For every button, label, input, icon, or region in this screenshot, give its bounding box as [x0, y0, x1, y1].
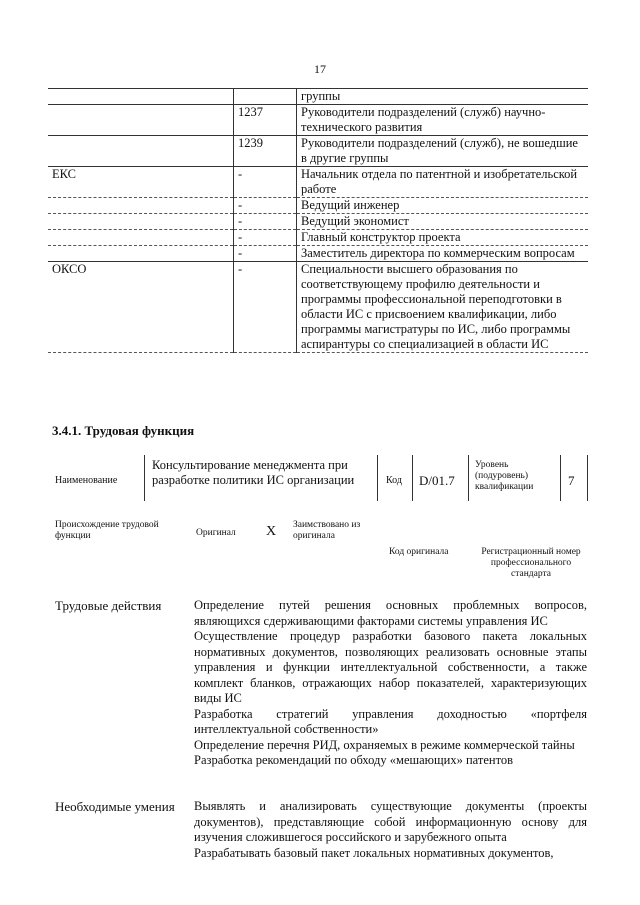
- table-cell-c1: ЕКС: [48, 167, 234, 198]
- table-cell-c2: -: [234, 262, 297, 353]
- table-row: [48, 198, 588, 214]
- table-cell-c3: группы: [297, 89, 589, 105]
- table-cell-c3: Заместитель директора по коммерческим вопросам: [297, 246, 589, 262]
- table-cell-c3: Руководители подразделений (служб), не вошедшие в другие группы: [297, 136, 589, 167]
- table-cell-c1: [48, 198, 234, 214]
- level-value: 7: [568, 473, 575, 488]
- level-label: Уровень (подуровень) квалификации: [475, 460, 534, 492]
- table-cell-c3: Ведущий экономист: [297, 214, 589, 230]
- table-cell-c1: [48, 89, 234, 105]
- code-label: Код: [386, 475, 402, 486]
- page-number: 17: [314, 62, 326, 76]
- table-cell-c1: [48, 230, 234, 246]
- list-item: Разрабатывать базовый пакет локальных нормативных документов,: [194, 845, 554, 860]
- original-mark: X: [266, 524, 277, 539]
- section-title: 3.4.1. Трудовая функция: [52, 423, 195, 438]
- original-label: Оригинал: [196, 528, 236, 538]
- table-cell-c2: -: [234, 246, 297, 262]
- skills-label: Необходимые умения: [55, 799, 175, 814]
- table-row: [48, 167, 588, 198]
- function-name: Консультирование менеджмента при разработке политики ИС организации: [152, 458, 355, 487]
- table-cell-c3: Главный конструктор проекта: [297, 230, 589, 246]
- skills-list: [194, 799, 587, 861]
- table-cell-c2: 1239: [234, 136, 297, 167]
- table-cell-c2: 1237: [234, 105, 297, 136]
- table-row: [48, 246, 588, 262]
- table-row: [48, 262, 588, 353]
- table-cell-c2: -: [234, 230, 297, 246]
- table-cell-c3: Ведущий инженер: [297, 198, 589, 214]
- list-item: Осуществление процедур разработки базового пакета локальных нормативных документов, позволяющих реализовать основные этапы управления и функции интеллектуальной собственности, а также комплект бланков, отражающих набор показателей, характеризующих виды ИС: [194, 629, 587, 705]
- table-cell-c3: Начальник отдела по патентной и изобретательской работе: [297, 167, 589, 198]
- table-cell-c1: [48, 105, 234, 136]
- table-cell-c2: -: [234, 214, 297, 230]
- table-cell-c2: -: [234, 167, 297, 198]
- borrowed-label: Заимствовано из оригинала: [293, 520, 361, 541]
- table-row: [48, 230, 588, 246]
- name-label: Наименование: [55, 475, 118, 486]
- table-cell-c2: [234, 89, 297, 105]
- table-cell-c3: Руководители подразделений (служб) научно-технического развития: [297, 105, 589, 136]
- table-cell-c1: [48, 246, 234, 262]
- table-row: [48, 89, 588, 105]
- table-row: [48, 105, 588, 136]
- reg-number-label: Регистрационный номер профессионального стандарта: [481, 547, 581, 579]
- code-original-label: Код оригинала: [389, 547, 449, 557]
- table-cell-c1: [48, 136, 234, 167]
- table-cell-c2: -: [234, 198, 297, 214]
- list-item: Определение путей решения основных проблемных вопросов, являющихся сдерживающими факторами системы управления ИС: [194, 598, 587, 628]
- origin-label: Происхождение трудовой функции: [55, 520, 159, 541]
- list-item: Разработка стратегий управления доходностью «портфеля интеллектуальной собственности»: [194, 706, 587, 736]
- table-cell-c3: Специальности высшего образования по соответствующему профилю деятельности и программы профессиональной переподготовки в области ИС с присвоением квалификации, либо программы магистратуры по ИС, либо программы аспирантуры со специализацией в области ИС: [297, 262, 589, 353]
- labor-actions-label: Трудовые действия: [55, 598, 162, 613]
- table-cell-c1: ОКСО: [48, 262, 234, 353]
- list-item: Выявлять и анализировать существующие документы (проекты документов), представляющие собой информационную основу для изучения сложившегося российского и зарубежного опыта: [194, 799, 587, 844]
- code-value: D/01.7: [419, 473, 455, 488]
- list-item: Определение перечня РИД, охраняемых в режиме коммерческой тайны: [194, 737, 575, 752]
- table-cell-c1: [48, 214, 234, 230]
- table-row: [48, 214, 588, 230]
- classification-table: [48, 88, 588, 353]
- table-row: [48, 136, 588, 167]
- labor-actions-list: [194, 598, 587, 769]
- list-item: Разработка рекомендаций по обходу «мешающих» патентов: [194, 753, 514, 767]
